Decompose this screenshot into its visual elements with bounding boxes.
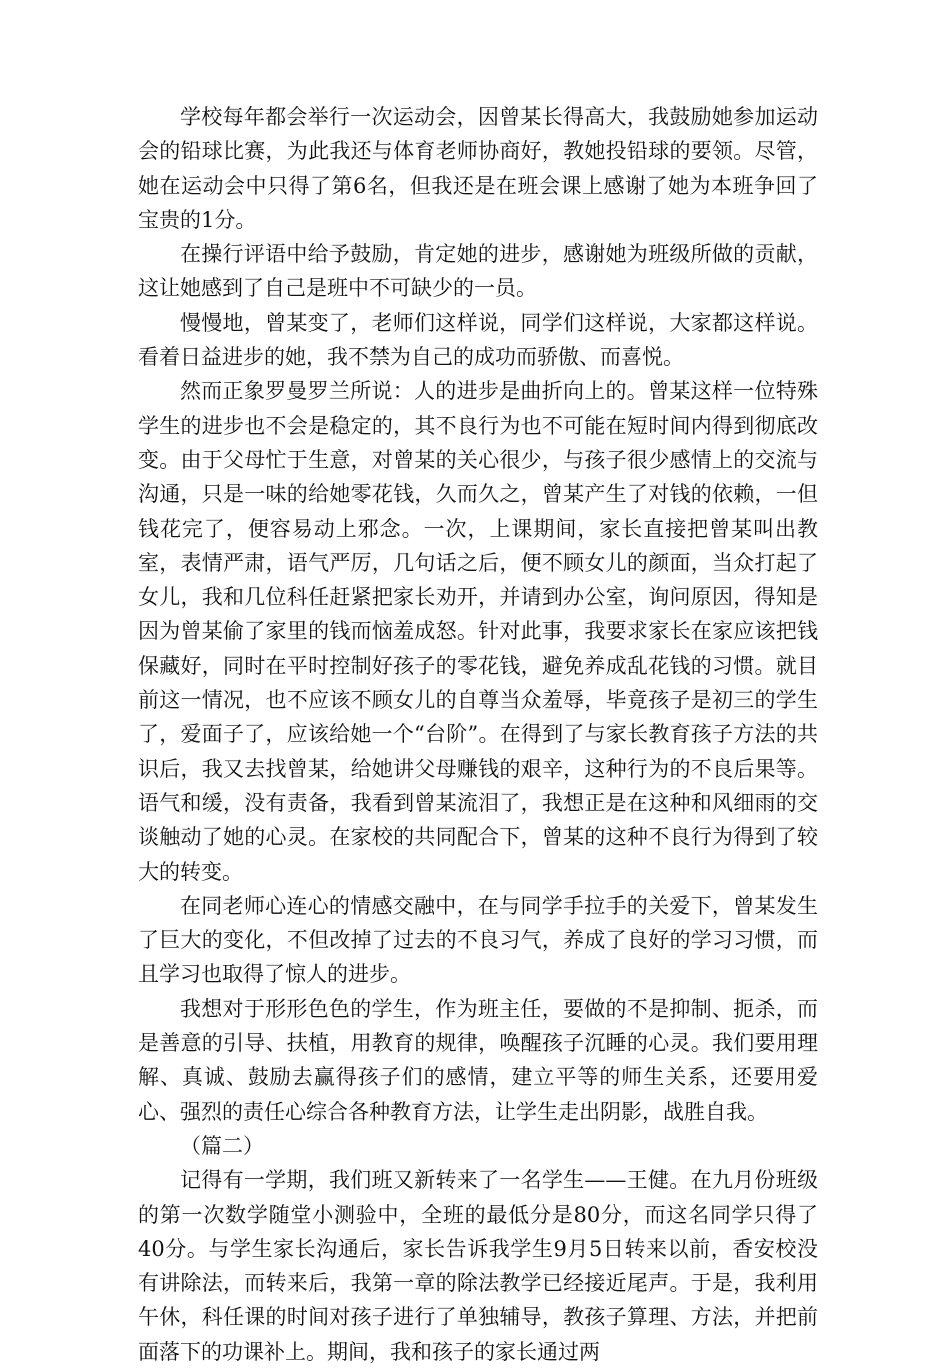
document-page [138, 100, 818, 1369]
section-heading-part-two: （篇二） [180, 1133, 264, 1158]
paragraph-new-student: 记得有一学期，我们班又新转来了一名学生——王健。在九月份班级的第一次数学随堂小测验中，全班的最低分是80分，而这名同学只得了40分。与学生家长沟通后，家长告诉我学生9月5日转来以前，香安校没有讲除法，而转来后，我第一章的除法教学已经接近尾声。于是，我利用午休，科任课的时间对孩子进行了单独辅导，教孩子算理、方法，并把前面落下的功课补上。期间，我和孩子的家长通过两 [138, 1168, 818, 1364]
paragraph-conclusion: 我想对于形形色色的学生，作为班主任，要做的不是抑制、扼杀，而是善意的引导、扶植，用教育的规律，唤醒孩子沉睡的心灵。我们要用理解、真诚、鼓励去赢得孩子们的感情，建立平等的师生关系，还要用爱心、强烈的责任心综合各种教育方法，让学生走出阴影，战胜自我。 [138, 996, 818, 1124]
paragraph-gradual-change: 慢慢地，曾某变了，老师们这样说，同学们这样说，大家都这样说。看着日益进步的她，我不禁为自己的成功而骄傲、而喜悦。 [138, 310, 818, 370]
paragraph-sports-meet: 学校每年都会举行一次运动会，因曾某长得高大，我鼓励她参加运动会的铅球比赛，为此我还与体育老师协商好，教她投铅球的要领。尽管，她在运动会中只得了第6名，但我还是在班会课上感谢了她为本班争回了宝贵的1分。 [138, 105, 818, 232]
paragraph-great-change: 在同老师心连心的情感交融中，在与同学手拉手的关爱下，曾某发生了巨大的变化，不但改掉了过去的不良习气，养成了良好的学习习惯，而且学习也取得了惊人的进步。 [138, 893, 818, 987]
paragraph-conduct-comment: 在操行评语中给予鼓励，肯定她的进步，感谢她为班级所做的贡献，这让她感到了自己是班中不可缺少的一员。 [138, 242, 818, 301]
paragraph-setback-story: 然而正象罗曼罗兰所说：人的进步是曲折向上的。曾某这样一位特殊学生的进步也不会是稳定的，其不良行为也不可能在短时间内得到彻底改变。由于父母忙于生意，对曾某的关心很少，与孩子很少感情上的交流与沟通，只是一味的给她零花钱，久而久之，曾某产生了对钱的依赖，一但钱花完了，便容易动上邪念。一次，上课期间，家长直接把曾某叫出教室，表情严肃，语气严厉，几句话之后，便不顾女儿的颜面，当众打起了女儿，我和几位科任赶紧把家长劝开，并请到办公室，询问原因，得知是因为曾某偷了家里的钱而恼羞成怒。针对此事，我要求家长在家应该把钱保藏好，同时在平时控制好孩子的零花钱，避免养成乱花钱的习惯。就目前这一情况，也不应该不顾女儿的自尊当众羞辱，毕竟孩子是初三的学生了，爱面子了，应该给她一个“台阶”。在得到了与家长教育孩子方法的共识后，我又去找曾某，给她讲父母赚钱的艰辛，这种行为的不良后果等。语气和缓，没有责备，我看到曾某流泪了，我想正是在这种和风细雨的交谈触动了她的心灵。在家校的共同配合下，曾某的这种不良行为得到了较大的转变。 [138, 379, 818, 884]
